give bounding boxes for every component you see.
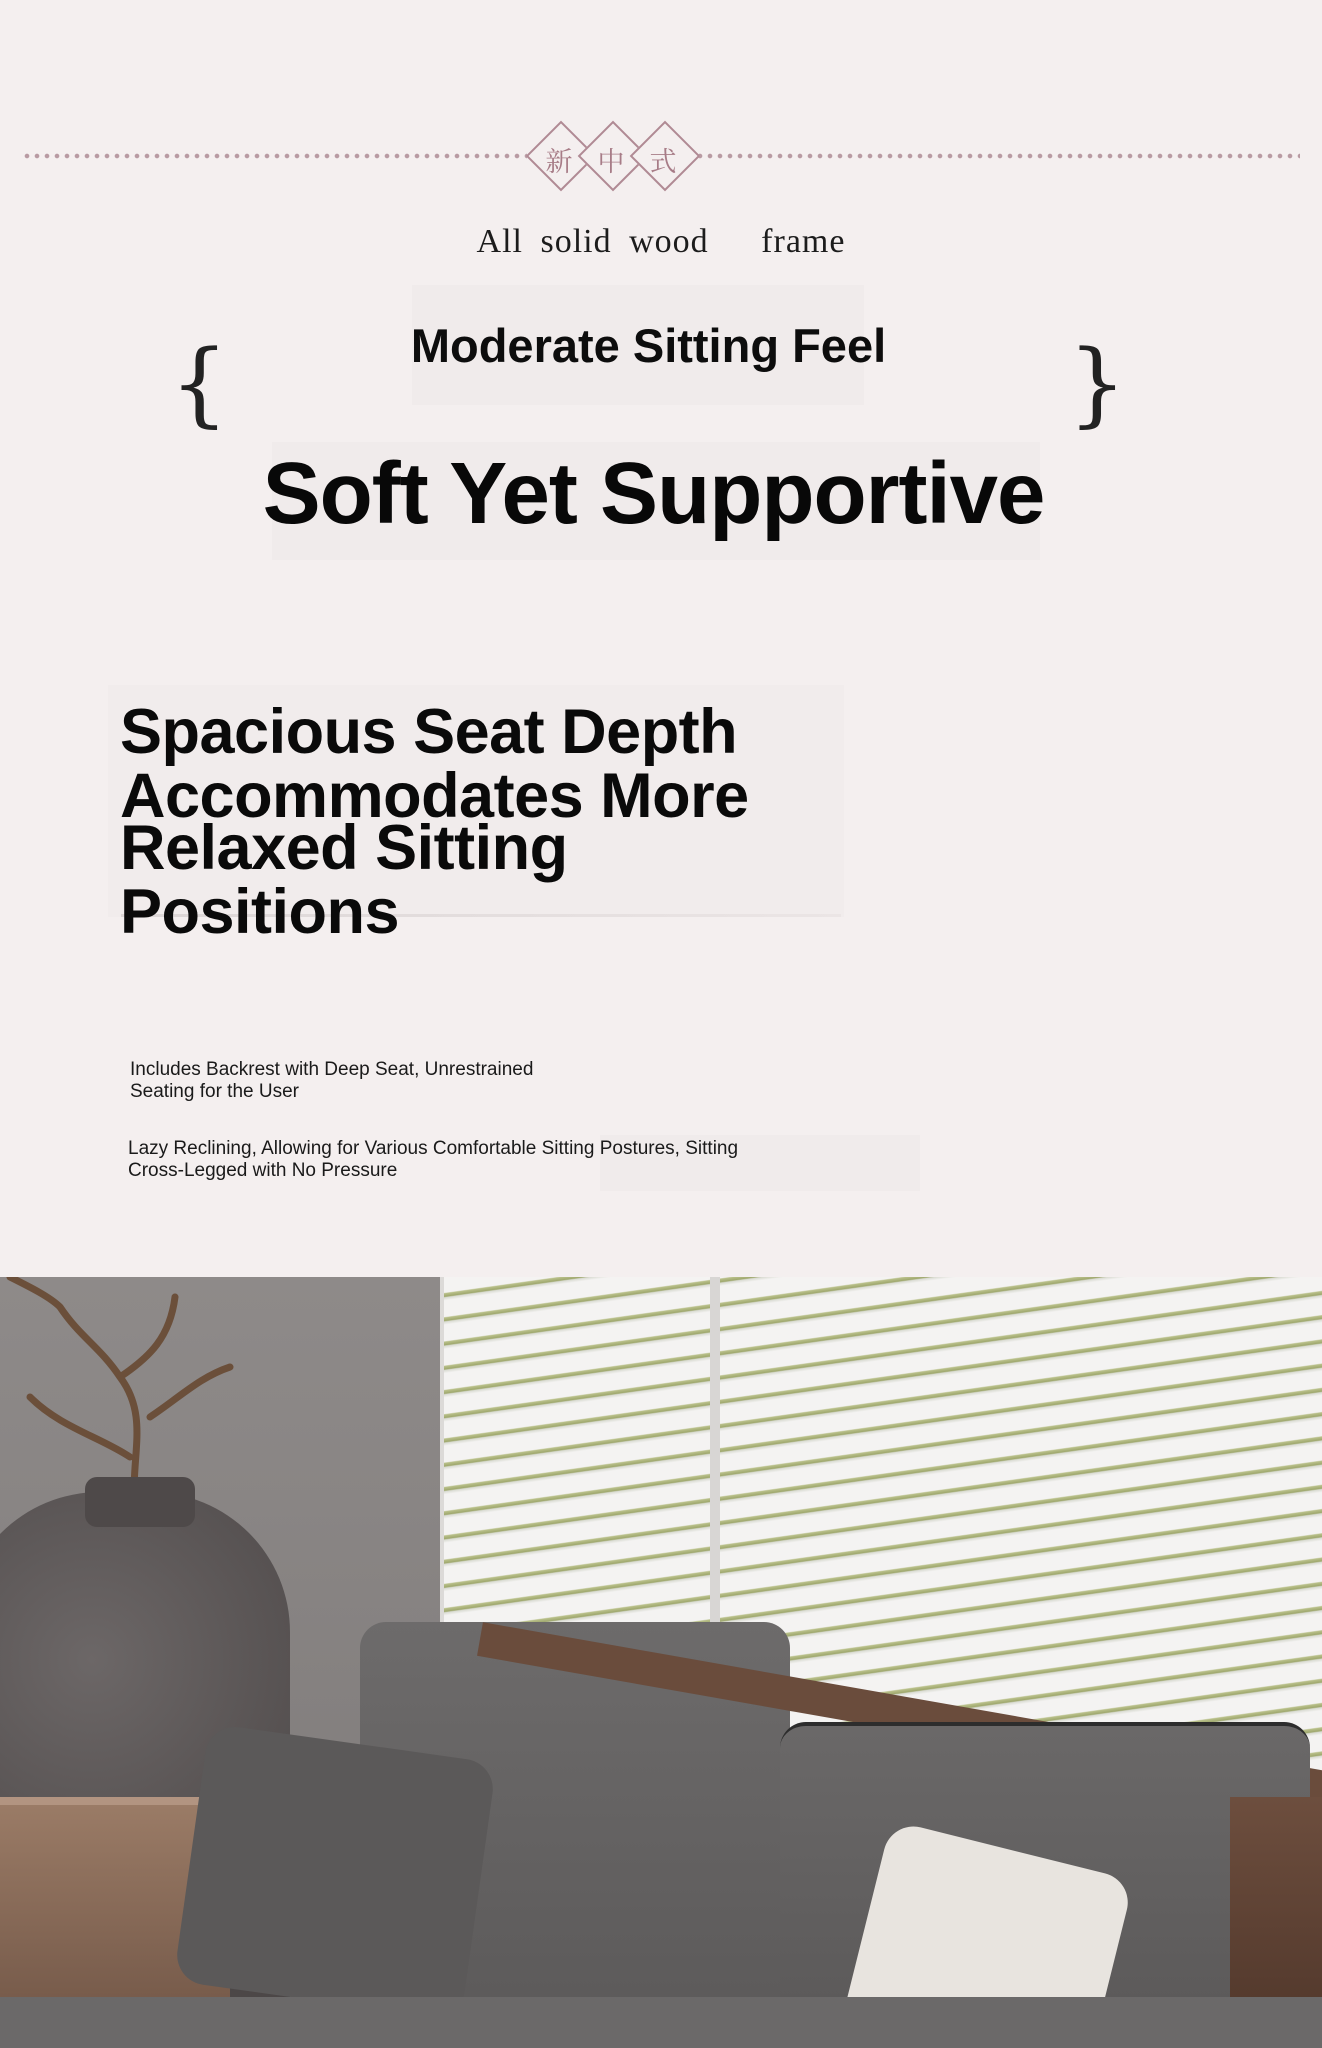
left-brace-icon: { xyxy=(170,330,229,437)
style-badge xyxy=(522,123,702,195)
vase-neck xyxy=(85,1477,195,1527)
feature-title-line: Spacious Seat Depth xyxy=(120,697,738,767)
window-mullion xyxy=(710,1277,720,1677)
dotted-divider-right xyxy=(695,153,1300,159)
description-line: Lazy Reclining, Allowing for Various Comfortable Sitting Postures, Sitting xyxy=(128,1138,739,1159)
subhead: Moderate Sitting Feel xyxy=(410,319,887,372)
main-headline: Soft Yet Supportive xyxy=(262,445,1045,542)
right-brace-icon: } xyxy=(1068,330,1127,437)
description-line: Seating for the User xyxy=(130,1081,299,1102)
feature-description-1 xyxy=(130,1059,600,1103)
feature-title-line: Accommodates More xyxy=(120,761,749,831)
sofa-scene-image xyxy=(0,1277,1322,2048)
sofa-seat xyxy=(0,1997,1322,2048)
badge-character: 新 xyxy=(545,147,573,178)
dotted-divider-left xyxy=(22,153,527,159)
description-line: Cross-Legged with No Pressure xyxy=(128,1160,398,1181)
material-tagline: All solid wood frame xyxy=(476,223,846,260)
feature-description-2 xyxy=(128,1138,808,1182)
feature-title xyxy=(120,697,860,956)
badge-character: 式 xyxy=(649,147,677,178)
badge-character: 中 xyxy=(597,147,625,178)
description-line: Includes Backrest with Deep Seat, Unrestrained xyxy=(130,1059,534,1080)
feature-title-line: Relaxed Sitting Positions xyxy=(120,813,568,947)
grey-pillow xyxy=(173,1723,496,2021)
